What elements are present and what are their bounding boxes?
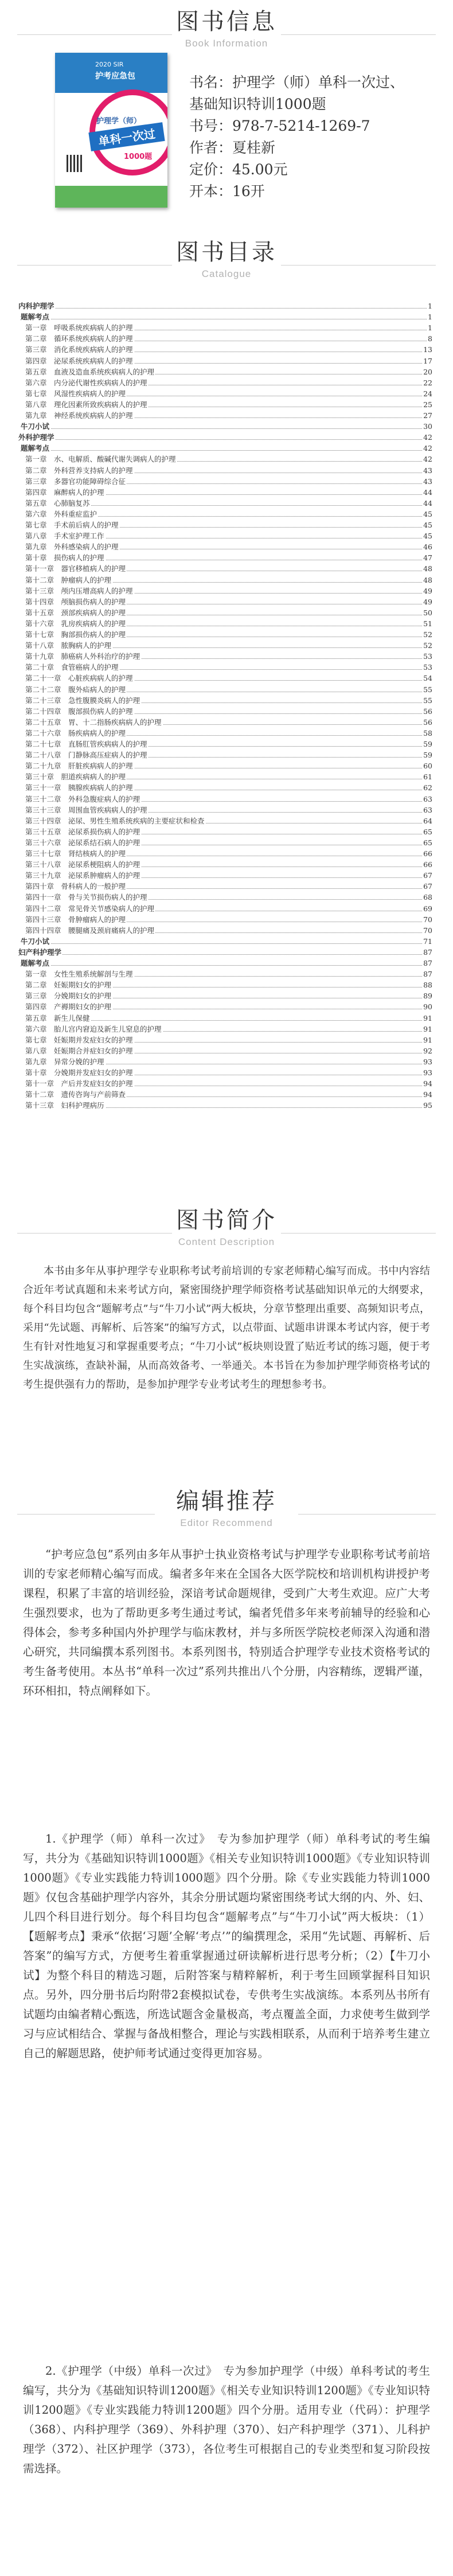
divider [281,265,436,266]
toc-label: 妇产科护理学 [18,947,62,957]
cover-publisher-mark: 2020 SIR [95,61,124,68]
toc-chapter-row[interactable] [25,345,432,354]
toc-chapter-row[interactable] [25,696,432,705]
intro-header [0,1209,453,1248]
toc-page-number: 1 [428,313,432,322]
toc-chapter-row[interactable] [25,718,432,727]
toc-chapter-row[interactable] [25,1025,432,1034]
toc-page-number: 65 [423,838,432,847]
book-price: 定价：45.00元 [189,161,288,178]
toc-page-number: 49 [423,586,432,595]
toc-label: 第一章 女性生殖系统解剖与生理 [25,970,133,979]
recommend-paragraph-3: 2.《护理学（中级）单科一次过》 专为参加护理学（中级）单科考试的考生编写，共分为《基础知识特训1200题》《相关专业知识特训1200题》《专业知识特训1200题》《专业实践能力特训1200题》四个分册。适用专业（代码）：护理学（368）、内科护理学（369）、外科护理（370）、妇产科护理学（371）、儿科护理学（372）、社区护理学（373），各位考生可根据自己的专业类型和复习阶段按需选择。 [23,2364,430,2475]
toc-chapter-row[interactable] [25,838,432,848]
toc-chapter-row[interactable] [25,751,432,760]
book-title-line2: 基础知识特训1000题 [189,96,326,112]
recommend-title: 编辑推荐 [176,1488,277,1515]
toc-chapter-row[interactable] [25,915,432,924]
toc-leader-dots [18,439,432,440]
toc-label: 第十六章 乳房疾病病人的护理 [25,619,126,628]
toc-page-number: 69 [423,904,432,913]
toc-chapter-row[interactable] [25,707,432,716]
divider [281,34,436,35]
toc-page-number: 92 [423,1046,432,1055]
toc-chapter-row[interactable] [25,795,432,804]
toc-page-number: 46 [423,542,432,552]
toc-label: 第四十三章 骨肿瘤病人的护理 [25,915,126,924]
toc-chapter-row[interactable] [25,1002,432,1012]
toc-page-number: 93 [423,1057,432,1066]
toc-chapter-row[interactable] [25,532,432,541]
toc-chapter-row[interactable] [25,477,432,486]
toc-page-number: 27 [423,411,432,420]
toc-page-number: 58 [423,728,432,737]
toc-chapter-row[interactable] [25,587,432,596]
toc-chapter-row[interactable] [25,630,432,639]
toc-page-number: 1 [428,302,432,310]
toc-page-number: 63 [423,805,432,814]
toc-subtitle: Catalogue [201,268,252,279]
cover-title-line1: 护理学（师） [96,117,142,126]
toc-chapter-row[interactable] [25,783,432,793]
cover-bottom-band [55,186,167,208]
toc-leader-dots [21,450,432,451]
toc-page-number: 25 [423,400,432,409]
toc-label: 题解考点 [21,444,50,453]
toc-chapter-row[interactable] [25,466,432,475]
toc-chapter-row[interactable] [25,564,432,573]
toc-label: 第三章 消化系统疾病病人的护理 [25,345,133,354]
toc-page-number: 24 [423,389,432,398]
toc-page-number: 68 [423,893,432,902]
toc-chapter-row[interactable] [25,576,432,585]
toc-label: 第一章 呼吸系统疾病病人的护理 [25,323,133,333]
toc-part-row[interactable] [18,948,432,957]
toc-page-number: 48 [423,575,432,584]
toc-page-number: 70 [423,915,432,924]
toc-chapter-row[interactable] [25,772,432,782]
toc-page-number: 59 [423,751,432,760]
toc-label: 第二十六章 肠疾病病人的护理 [25,728,126,737]
toc-leader-dots [18,308,432,309]
toc-chapter-row[interactable] [25,981,432,990]
toc-chapter-row[interactable] [25,357,432,366]
toc-page-number: 48 [423,564,432,573]
toc-label: 第五章 血液及造血系统疾病病人的护理 [25,367,155,376]
toc-chapter-row[interactable] [25,817,432,826]
toc-label: 第二十五章 胃、十二指肠疾病病人的护理 [25,717,162,727]
book-format: 开本：16开 [189,183,265,200]
toc-page-number: 30 [423,422,432,431]
toc-label: 第十二章 肿瘤病人的护理 [25,575,112,584]
book-cover-image [55,53,167,208]
toc-leader-dots [21,943,432,944]
toc-chapter-row[interactable] [25,334,432,344]
toc-label: 第十二章 遗传咨询与产前筛查 [25,1090,126,1099]
toc-label: 第三十二章 外科急腹症病人的护理 [25,794,140,803]
toc-page-number: 87 [423,959,432,967]
toc-label: 第十章 分娩期并发症妇女的护理 [25,1068,133,1077]
toc-label: 第九章 神经系统疾病病人的护理 [25,411,133,420]
toc-part-row[interactable] [18,433,432,442]
toc-label: 第三十三章 周围血管疾病病人的护理 [25,805,147,814]
toc-chapter-row[interactable] [25,400,432,409]
toc-page-number: 42 [423,433,432,442]
toc-label: 第三十七章 肾结核病人的护理 [25,849,126,858]
toc-label: 第三十六章 泌尿系结石病人的护理 [25,838,140,847]
toc-label: 第三十九章 泌尿系肿瘤病人的护理 [25,871,140,880]
toc-chapter-row[interactable] [25,674,432,683]
toc-page-number: 71 [423,936,432,946]
toc-page-number: 90 [423,1002,432,1012]
toc-chapter-row[interactable] [25,608,432,618]
toc-label: 第四章 产褥期妇女的护理 [25,1002,112,1012]
toc-page-number: 60 [423,762,432,771]
toc-label: 题解考点 [21,313,50,322]
toc-page-number: 64 [423,816,432,825]
toc-label: 外科护理学 [18,433,54,442]
toc-chapter-row[interactable] [25,882,432,891]
toc-label: 第四十二章 常见骨关节感染病人的护理 [25,904,155,913]
toc-chapter-row[interactable] [25,378,432,388]
toc-chapter-row[interactable] [25,641,432,650]
toc-label: 第二十一章 心脏疾病病人的护理 [25,674,133,683]
toc-section-row[interactable] [21,444,432,453]
toc-chapter-row[interactable] [25,806,432,815]
toc-chapter-row[interactable] [25,389,432,399]
toc-header [0,241,453,280]
toc-chapter-row[interactable] [25,1057,432,1067]
toc-chapter-row[interactable] [25,893,432,902]
toc-page-number: 91 [423,1013,432,1022]
toc-page-number: 65 [423,827,432,836]
toc-chapter-row[interactable] [25,510,432,519]
toc-page-number: 43 [423,477,432,486]
toc-page-number: 55 [423,696,432,705]
toc-label: 第三十八章 泌尿系梗阻病人的护理 [25,860,140,869]
toc-label: 第四章 泌尿系统疾病病人的护理 [25,356,133,365]
toc-label: 牛刀小试 [21,936,50,946]
toc-chapter-row[interactable] [25,828,432,837]
toc-page-number: 52 [423,630,432,639]
toc-page-number: 55 [423,685,432,694]
toc-page-number: 44 [423,487,432,497]
cover-title-line2: 单科一次过 [88,122,165,151]
toc-label: 第六章 外科重症监护 [25,509,97,518]
toc-chapter-row[interactable] [25,411,432,420]
toc-page-number: 20 [423,367,432,376]
toc-part-row[interactable] [18,302,432,311]
toc-page-number: 13 [423,345,432,354]
recommend-paragraph-2: 1.《护理学（师）单科一次过》 专为参加护理学（师）单科考试的考生编写，共分为《基础知识特训1000题》《相关专业知识特训1000题》《专业知识特训1000题》《专业实践能力特训1000题》四个分册。除《专业实践能力特训1000题》仅包含基础护理学内容外，其余分册试题均紧密围绕考试大纲的内、外、妇、儿四个科目进行划分。每个科目均包含“题解考点”与“牛刀小试”两大板块：（1）【题解考点】秉承“依据‘习题’全解‘考点’”的编撰理念，采用“先试题、再解析、后答案”的编写方式，方便考生着重掌握通过研读解析进行思考分析；（2）【牛刀小试】为整个科目的精选习题，后附答案与精粹解析，利于考生回顾掌握科目知识点。另外，四分册书后均附带2套模拟试卷，专供考生实战演练。本系列丛书所有试题均由编者精心甄选，所选试题含金量极高，考点覆盖全面，力求使考生做到学习与应试相结合、掌握与备战相整合，理论与实践相联系，从而利于培养考生建立自己的解题思路，使护师考试通过变得更加容易。 [23,1832,430,2060]
toc-page-number: 94 [423,1079,432,1088]
toc-chapter-row[interactable] [25,926,432,935]
toc-label: 第二十章 食管癌病人的护理 [25,663,119,672]
toc-chapter-row[interactable] [25,455,432,464]
toc-label: 题解考点 [21,959,50,967]
toc-label: 牛刀小试 [21,422,50,431]
toc-chapter-row[interactable] [25,871,432,880]
toc-label: 第五章 心肺脑复苏 [25,498,90,508]
toc-page-number: 51 [423,619,432,628]
intro-subtitle: Content Description [178,1236,275,1247]
toc-label: 第十一章 器官移植病人的护理 [25,564,126,573]
toc-label: 第四章 麻醉病人的护理 [25,487,104,497]
toc-label: 第十四章 颅脑损伤病人的护理 [25,597,126,606]
toc-label: 第六章 内分泌代谢性疾病病人的护理 [25,378,147,387]
toc-page-number: 66 [423,860,432,869]
toc-label: 第二十八章 门静脉高压症病人的护理 [25,751,147,760]
toc-page-number: 50 [423,608,432,617]
toc-page-number: 42 [423,455,432,464]
toc-label: 第七章 手术前后病人的护理 [25,521,119,529]
toc-label: 第四十一章 骨与关节损伤病人的护理 [25,893,147,902]
toc-chapter-row[interactable] [25,553,432,563]
recommend-paragraph-1: “护考应急包”系列由多年从事护士执业资格考试与护理学专业职称考试考前培训的专家老师精心编写而成。编者多年来在全国各大医学院校和培训机构讲授护考课程，积累了丰富的培训经验，深谙考试命题规律，受到广大考生欢迎。应广大考生强烈要求，也为了帮助更多考生通过考试，编者凭借多年来考前辅导的经验和心得体会，参考多种国内外护理学与临床教材，并与多所医学院校老师深入沟通和潜心研究，共同编撰本系列图书。本系列图书，特别适合护理学专业技术资格考试的考生备考使用。本丛书“单科一次过”系列共推出八个分册，内容精练，逻辑严谨，环环相扣，特点阐释如下。 [23,1548,430,1697]
toc-page-number: 53 [423,652,432,661]
toc-label: 第二十二章 腹外疝病人的护理 [25,685,126,694]
toc-chapter-row[interactable] [25,849,432,858]
toc-label: 第二十七章 直肠肛管疾病病人的护理 [25,740,147,748]
toc-label: 第三章 分娩期妇女的护理 [25,992,112,1001]
toc-label: 第二章 外科营养支持病人的护理 [25,466,133,475]
divider [281,1233,436,1234]
toc-chapter-row[interactable] [25,1014,432,1023]
toc-page-number: 91 [423,1024,432,1033]
cover-qr-icon [67,155,84,172]
toc-chapter-row[interactable] [25,619,432,629]
toc-chapter-row[interactable] [25,652,432,661]
toc-chapter-row[interactable] [25,904,432,914]
toc-page-number: 95 [423,1101,432,1110]
toc-title: 图书目录 [176,239,277,266]
toc-page-number: 70 [423,926,432,935]
cover-brand: 护考应急包 [95,72,135,81]
toc-section-row[interactable] [21,313,432,322]
recommend-subtitle: Editor Recommend [180,1517,273,1528]
toc-label: 第八章 手术室护理工作 [25,532,104,541]
toc-chapter-row[interactable] [25,499,432,508]
toc-chapter-row[interactable] [25,1090,432,1099]
toc-label: 第十九章 肺癌病人外科治疗的护理 [25,652,140,661]
toc-page-number: 56 [423,707,432,716]
toc-page-number: 1 [428,323,432,333]
toc-page-number: 91 [423,1035,432,1044]
toc-chapter-row[interactable] [25,1101,432,1110]
toc-page-number: 56 [423,717,432,727]
toc-chapter-row[interactable] [25,488,432,497]
toc-page-number: 93 [423,1068,432,1077]
toc-chapter-row[interactable] [25,860,432,869]
toc-page-number: 45 [423,521,432,529]
toc-leader-dots [21,965,432,966]
toc-chapter-row[interactable] [25,970,432,979]
toc-label: 第二十九章 肝脏疾病病人的护理 [25,762,133,771]
toc-section-row[interactable] [21,959,432,968]
toc-page-number: 87 [423,947,432,957]
toc-label: 内科护理学 [18,302,54,310]
toc-label: 第十五章 颈部疾病病人的护理 [25,608,126,617]
toc-page-number: 52 [423,641,432,650]
toc-page-number: 45 [423,532,432,541]
toc-chapter-row[interactable] [25,685,432,694]
toc-chapter-row[interactable] [25,1068,432,1078]
toc-page-number: 44 [423,498,432,508]
toc-page-number: 67 [423,871,432,880]
toc-chapter-row[interactable] [25,368,432,377]
toc-label: 第九章 外科感染病人的护理 [25,542,119,552]
toc-chapter-row[interactable] [25,1047,432,1056]
toc-page-number: 49 [423,597,432,606]
toc-page-number: 43 [423,466,432,475]
toc-page-number: 17 [423,356,432,365]
toc-chapter-row[interactable] [25,598,432,607]
toc-label: 第二十三章 急性腹膜炎病人的护理 [25,696,140,705]
toc-label: 第四十章 骨科病人的一般护理 [25,882,126,891]
toc-label: 第二十四章 腹部损伤病人的护理 [25,707,133,716]
toc-section-row[interactable] [21,937,432,946]
toc-page-number: 88 [423,981,432,990]
toc-page-number: 53 [423,663,432,672]
toc-label: 第三十章 胆道疾病病人的护理 [25,772,126,782]
toc-page-number: 47 [423,553,432,563]
book-isbn: 书号：978-7-5214-1269-7 [189,118,370,134]
toc-label: 第十章 损伤病人的护理 [25,553,104,563]
toc-page-number: 42 [423,444,432,453]
toc-leader-dots [18,954,432,955]
toc-label: 第三十五章 泌尿系损伤病人的护理 [25,827,140,836]
toc-chapter-row[interactable] [25,762,432,771]
divider [17,34,172,35]
divider [298,1514,436,1515]
toc-label: 第十一章 产后并发症妇女的护理 [25,1079,133,1088]
recommend-header [0,1490,453,1529]
toc-label: 第一章 水、电解质、酸碱代谢失调病人的护理 [25,455,176,464]
toc-page-number: 61 [423,772,432,782]
toc-chapter-row[interactable] [25,663,432,672]
toc-page-number: 87 [423,970,432,979]
divider [17,265,172,266]
book-author: 作者：夏桂新 [189,139,276,156]
book-info-title: 图书信息 [176,9,277,35]
toc-chapter-row[interactable] [25,729,432,738]
toc-page-number: 45 [423,509,432,518]
toc-page-number: 22 [423,378,432,387]
toc-label: 第十八章 脓胸病人的护理 [25,641,112,650]
toc-chapter-row[interactable] [25,992,432,1001]
toc-label: 第三十一章 胰腺疾病病人的护理 [25,783,133,793]
toc-page-number: 62 [423,783,432,793]
toc-label: 第八章 妊娠期合并症妇女的护理 [25,1046,133,1055]
toc-chapter-row[interactable] [25,1079,432,1088]
divider [17,1233,172,1234]
toc-page-number: 67 [423,882,432,891]
toc-page-number: 63 [423,794,432,803]
toc-label: 第三章 多器官功能障碍综合征 [25,477,126,486]
book-info-subtitle: Book Information [185,38,268,49]
toc-label: 第三十四章 泌尿、男性生殖系统疾病的主要症状和检查 [25,816,205,825]
toc-chapter-row[interactable] [25,740,432,749]
toc-chapter-row[interactable] [25,323,432,333]
toc-leader-dots [21,428,432,429]
toc-chapter-row[interactable] [25,521,432,530]
intro-paragraph: 本书由多年从事护理学专业职称考试考前培训的专家老师精心编写而成。书中内容结合近年考试真题和未来考试方向，紧密围绕护理学师资格考试基础知识单元的大纲要求，每个科目均包含“题解考点”与“牛刀小试”两大板块，分章节整理出重要、高频知识考点，采用“先试题、再解析、后答案”的编写方式，以点带面、试题串讲课本考试内容，便于考生有针对性地复习和掌握重要考点；“牛刀小试”板块则设置了贴近考试的练习题，便于考生实战演练，查缺补漏，从而高效备考、一举通关。本书旨在为参加护理学师资格考试的考生提供强有力的帮助，是参加护理学专业考试考生的理想参考书。 [23,1265,430,1391]
toc-label: 第八章 理化因素所致疾病病人的护理 [25,400,147,409]
toc-label: 第四十四章 腰腿痛及颈肩痛病人的护理 [25,926,155,935]
toc-page-number: 8 [428,334,432,344]
toc-label: 第十三章 妇科护理病历 [25,1101,104,1110]
toc-label: 第二章 妊娠期妇女的护理 [25,981,112,990]
toc-section-row[interactable] [21,422,432,431]
intro-title: 图书简介 [176,1207,277,1234]
toc-label: 第六章 胎儿宫内窘迫及新生儿窒息的护理 [25,1024,162,1033]
toc-label: 第十三章 颅内压增高病人的护理 [25,586,133,595]
toc-chapter-row[interactable] [25,1036,432,1045]
toc-page-number: 94 [423,1090,432,1099]
toc-label: 第七章 风湿性疾病病人的护理 [25,389,126,398]
toc-label: 第七章 妊娠期并发症妇女的护理 [25,1035,133,1044]
toc-page-number: 66 [423,849,432,858]
toc-label: 第九章 异常分娩的护理 [25,1057,104,1066]
book-info-header [0,10,453,49]
book-title-line: 书名：护理学（师）单科一次过、 [189,74,405,91]
toc-page-number: 59 [423,740,432,748]
toc-page-number: 89 [423,992,432,1001]
toc-label: 第十七章 胸部损伤病人的护理 [25,630,126,639]
toc-label: 第二章 循环系统疾病病人的护理 [25,334,133,344]
divider [17,1514,155,1515]
toc-chapter-row[interactable] [25,542,432,552]
cover-badge: 1000题 [124,153,153,161]
toc-page-number: 54 [423,674,432,683]
toc-label: 第五章 新生儿保健 [25,1013,90,1022]
